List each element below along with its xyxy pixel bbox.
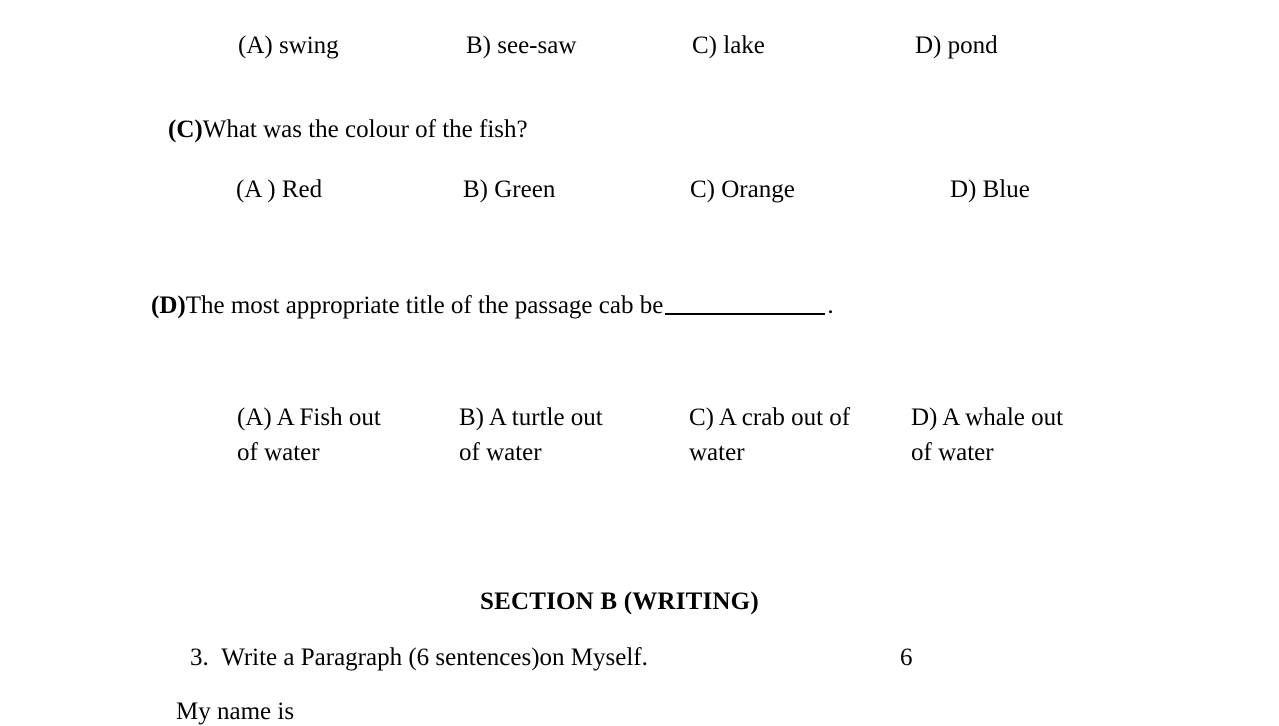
question-d-marker: (D) [151,292,186,319]
option-swing[interactable]: (A) swing [238,32,339,59]
option-lake[interactable]: C) lake [692,32,765,59]
fill-in-blank[interactable] [665,295,825,315]
option-fish-line2: of water [237,439,320,466]
question-3-text: Write a Paragraph (6 sentences)on Myself. [221,644,648,671]
question-3-number: 3. [190,644,209,671]
option-fish-line1: (A) A Fish out [237,404,381,431]
option-pond[interactable]: D) pond [915,32,998,59]
option-crab-line1: C) A crab out of [689,404,851,431]
answer-start-line: My name is [176,698,295,725]
question-d-text-end: . [827,292,834,319]
question-c [168,116,528,145]
option-turtle-line2: of water [459,439,542,466]
question-c-text: What was the colour of the fish? [202,116,528,143]
option-blue[interactable]: D) Blue [950,176,1030,203]
option-crab-line2: water [689,439,745,466]
option-orange[interactable]: C) Orange [690,176,795,203]
option-whale-line1: D) A whale out [911,404,1064,431]
question-d-text: The most appropriate title of the passage cab be [185,292,664,319]
option-turtle-out-of-water[interactable] [459,400,649,470]
option-red[interactable]: (A ) Red [236,176,323,203]
section-b-heading: SECTION B (WRITING) [480,588,759,615]
option-whale-line2: of water [911,439,994,466]
option-crab-out-of-water[interactable] [689,400,899,470]
question-3-marks: 6 [900,644,913,671]
option-green[interactable]: B) Green [463,176,556,203]
option-see-saw[interactable]: B) see-saw [466,32,577,59]
option-whale-out-of-water[interactable] [911,400,1121,470]
option-fish-out-of-water[interactable] [237,400,427,470]
question-c-marker: (C) [168,116,203,143]
question-d [151,292,834,321]
option-turtle-line1: B) A turtle out [459,404,603,431]
question-3 [190,644,648,673]
